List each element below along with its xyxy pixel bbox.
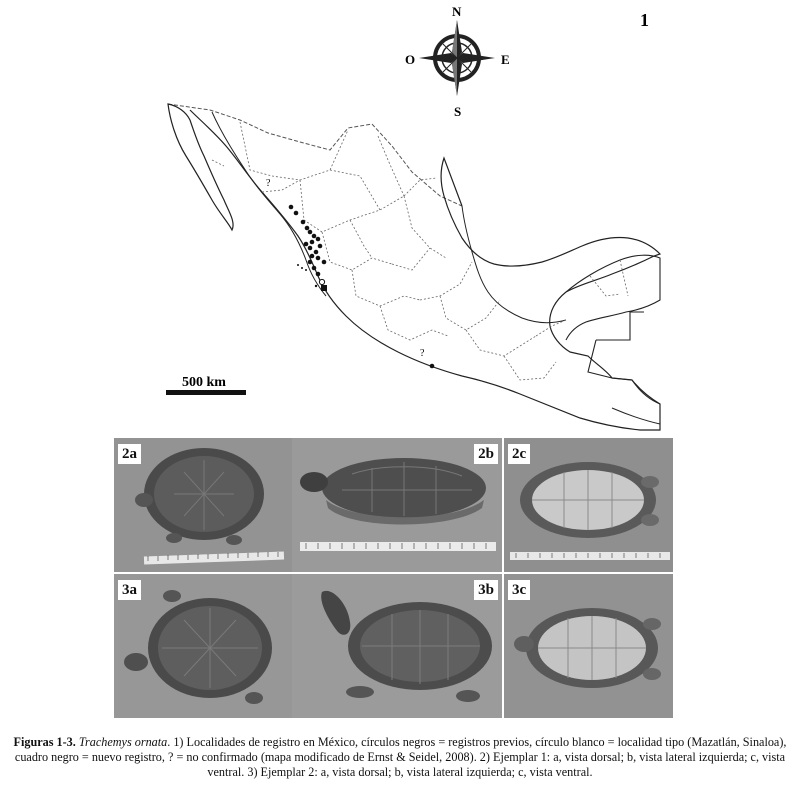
type-locality-marker [319, 279, 324, 284]
panel-label: 3b [474, 580, 498, 600]
scale-bar-label: 500 km [182, 375, 226, 390]
photo-3a-dorsal [114, 574, 292, 718]
compass-south: S [454, 104, 462, 119]
panel-label: 2b [474, 444, 498, 464]
panel-label: 3c [508, 580, 530, 600]
guatemala-border [588, 312, 644, 380]
mexico-map [100, 0, 680, 432]
photo-3b-lateral [292, 574, 502, 718]
gulf-coast [462, 206, 566, 323]
state-borders [212, 122, 628, 380]
central-america [612, 380, 660, 424]
unconfirmed-mark: ? [420, 348, 425, 359]
compass-east: E [501, 52, 510, 67]
figure-number: 1 [640, 10, 649, 30]
caption-text: . 1) Localidades de registro en México, círculos negros = registros previos, círculo blanco = localidad tipo (Mazatlán, Sinaloa), cuadro negro = nuevo registro, ? = no confirmado (mapa modificado de Ernst & Seidel, 2008). 2) Ejemplar 1: a, vista dorsal; b, vista lateral izquierda; c, vista ventral. 3) Ejemplar 2: a, vista dorsal; b, vista lateral izquierda; c, vista ventral. [14, 735, 787, 779]
figure-caption [10, 735, 790, 780]
specimen-photo-grid [114, 438, 673, 718]
baja-california-outline [168, 104, 233, 230]
photo-3c-ventral [504, 574, 673, 718]
caption-species: Trachemys ornata [78, 735, 168, 749]
new-record-marker [321, 285, 327, 291]
compass-north: N [452, 4, 462, 19]
compass-rose-icon [419, 20, 495, 96]
panel-label: 2a [118, 444, 141, 464]
compass-west: O [405, 52, 416, 67]
mainland-outline [190, 110, 660, 430]
photo-2a-dorsal [114, 438, 292, 572]
unconfirmed-mark: ? [266, 178, 271, 189]
caption-lead: Figuras 1-3. [13, 735, 76, 749]
previous-records [289, 205, 435, 369]
photo-2c-ventral [504, 438, 673, 572]
pacific-coast [212, 112, 326, 296]
yucatan-outline [566, 255, 660, 340]
panel-label: 3a [118, 580, 141, 600]
photo-2b-lateral [292, 438, 502, 572]
panel-label: 2c [508, 444, 530, 464]
scale-bar [166, 390, 246, 395]
